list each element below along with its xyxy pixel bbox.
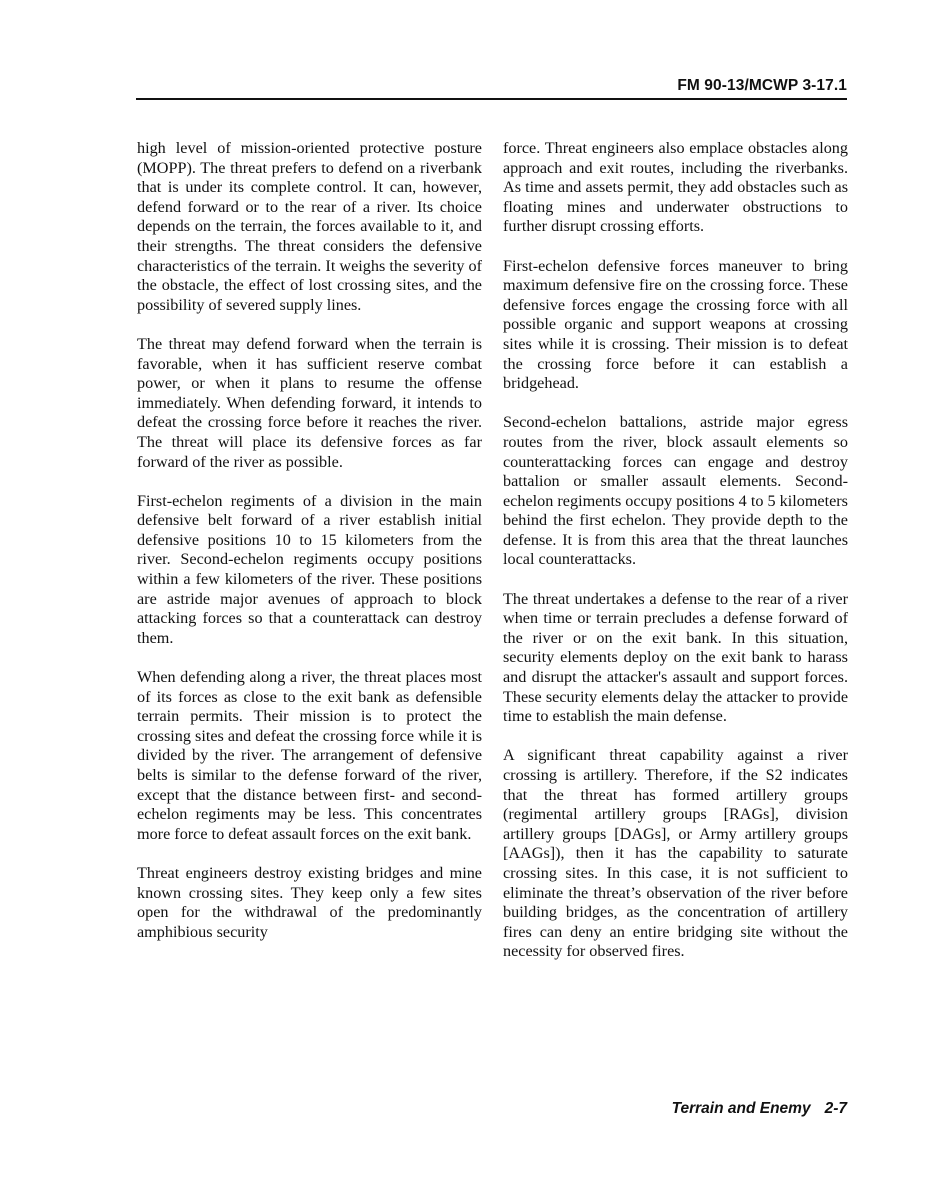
- section-title: Terrain and Enemy: [671, 1100, 811, 1117]
- paragraph: The threat may defend forward when the terrain is favorable, when it has sufficient reserve combat power, or when it plans to resume the offense immediately. When defending forward, it intends to defeat the crossing force before it reaches the river. The threat will place its defensive forces as far forward of the river as possible.: [137, 334, 482, 471]
- page-number: 2-7: [824, 1100, 847, 1117]
- paragraph: force. Threat engineers also emplace obstacles along approach and exit routes, including the riverbanks. As time and assets permit, they add obstacles such as floating mines and underwater obstructions to further disrupt crossing efforts.: [503, 139, 848, 236]
- paragraph: When defending along a river, the threat places most of its forces as close to the exit bank as defensible terrain permits. Their mission is to protect the crossing sites and defeat the crossing force while it is divided by the river. The arrangement of defensive belts is similar to the defense forward of the river, except that the distance between first- and second-echelon regiments may be less. This concentrates more force to defeat assault forces on the exit bank.: [137, 668, 482, 843]
- left-column: [137, 139, 482, 962]
- page-footer: [672, 1100, 847, 1118]
- header-divider: [136, 98, 847, 100]
- paragraph: First-echelon regiments of a division in the main defensive belt forward of a river establish initial defensive positions 10 to 15 kilometers from the river. Second-echelon regiments occupy positions within a few kilometers of the river. These positions are astride major avenues of approach to block attacking forces so that a counterattack can destroy them.: [137, 491, 482, 647]
- paragraph: First-echelon defensive forces maneuver to bring maximum defensive fire on the crossing force. These defensive forces engage the crossing force with all possible organic and support weapons at crossing sites while it is crossing. Their mission is to defeat the crossing force before it can establish a bridgehead.: [503, 256, 848, 393]
- right-column: [503, 139, 848, 982]
- document-id: FM 90-13/MCWP 3-17.1: [677, 77, 847, 94]
- paragraph: high level of mission-oriented protective posture (MOPP). The threat prefers to defend on a riverbank that is under its complete control. It can, however, defend forward or to the rear of a river. Its choice depends on the terrain, the forces available to it, and their strengths. The threat considers the defensive characteristics of the terrain. It weighs the severity of the obstacle, the effect of lost crossing sites, and the possibility of severed supply lines.: [137, 139, 482, 314]
- paragraph: A significant threat capability against a river crossing is artillery. Therefore, if the S2 indicates that the threat has formed artillery groups (regimental artillery groups [RAGs], division artillery groups [DAGs], or Army artillery groups [AAGs]), then it has the capability to saturate crossing sites. In this case, it is not sufficient to eliminate the threat’s observation of the river before building bridges, as the concentration of artillery fires can deny an entire bridging site without the necessity for observed fires.: [503, 746, 848, 961]
- paragraph: Second-echelon battalions, astride major egress routes from the river, block assault elements so counterattacking forces can engage and destroy battalion or smaller assault elements. Second-echelon regiments occupy positions 4 to 5 kilometers behind the first echelon. They provide depth to the defense. It is from this area that the threat launches local counterattacks.: [503, 413, 848, 569]
- paragraph: Threat engineers destroy existing bridges and mine known crossing sites. They keep only a few sites open for the withdrawal of the predominantly amphibious security: [137, 863, 482, 941]
- paragraph: The threat undertakes a defense to the rear of a river when time or terrain precludes a defense forward of the river or on the exit bank. In this situation, security elements deploy on the exit bank to harass and disrupt the attacker's assault and support forces. These security elements delay the attacker to provide time to establish the main defense.: [503, 589, 848, 726]
